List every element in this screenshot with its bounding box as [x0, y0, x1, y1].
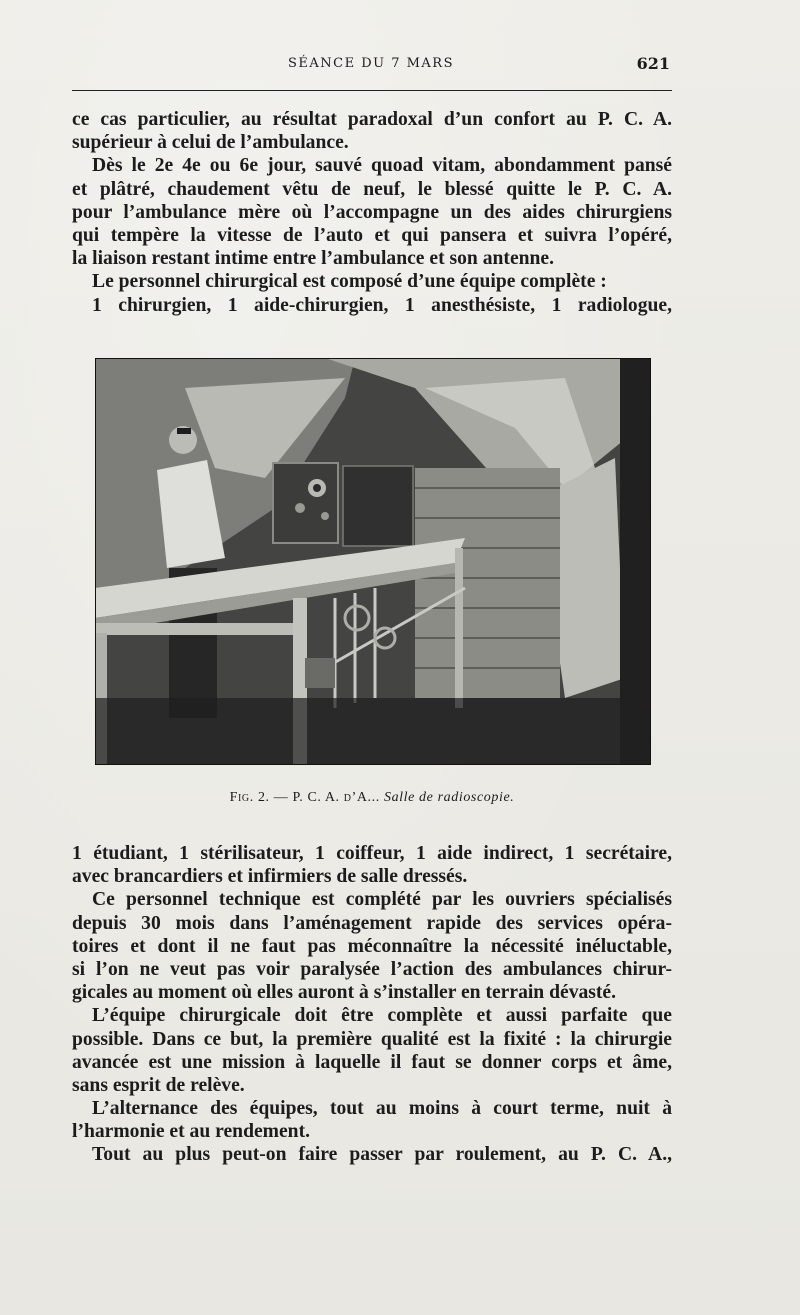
text-line: L’alternance des équipes, tout au moins à court terme, nuit à [92, 1098, 672, 1120]
text-line: gicales au moment où elles auront à s’installer en terrain dévasté. [72, 982, 617, 1004]
text-line: qui tempère la vitesse de l’auto et qui pansera et suivra l’opéré, [72, 224, 672, 246]
running-head [72, 54, 670, 74]
caption-title: Salle de radioscopie. [383, 790, 515, 805]
text-line: avec brancardiers et infirmiers de salle dressés. [72, 866, 468, 888]
text-line: 1 étudiant, 1 stérilisateur, 1 coiffeur, 1 aide indirect, 1 secrétaire, [72, 843, 672, 864]
header-rule [72, 90, 672, 91]
text-line: L’équipe chirurgicale doit être complète et aussi parfaite que [92, 1005, 672, 1027]
text-line: la liaison restant intime entre l’ambulance et son antenne. [72, 248, 555, 270]
page-number: 621 [636, 54, 670, 73]
text-line: et plâtré, chaudement vêtu de neuf, le blessé quitte le P. C. A. [72, 178, 672, 200]
bottom-paragraph [72, 842, 672, 1167]
figure-caption [72, 790, 672, 806]
running-head-title: SÉANCE DU 7 MARS [287, 56, 455, 71]
text-line: Le personnel chirurgical est composé d’une équipe complète : [92, 271, 607, 293]
text-line: Tout au plus peut-on faire passer par roulement, au P. C. A., [92, 1144, 672, 1166]
text-line: Dès le 2e 4e ou 6e jour, sauvé quoad vitam, abondamment pansé [92, 155, 672, 177]
text-line: depuis 30 mois dans l’aménagement rapide des services opéra- [72, 912, 672, 934]
text-line: sans esprit de relève. [72, 1074, 245, 1096]
text-line: 1 chirurgien, 1 aide-chirurgien, 1 anesthésiste, 1 radiologue, [92, 294, 672, 316]
text-line: si l’on ne veut pas voir paralysée l’action des ambulances chirur- [72, 958, 672, 980]
caption-label: Fig. 2. — P. C. A. d’A... [229, 790, 380, 805]
text-line: ce cas particulier, au résultat paradoxal d’un confort au P. C. A. [72, 109, 672, 130]
text-line: pour l’ambulance mère où l’accompagne un des aides chirurgiens [72, 201, 672, 223]
top-paragraph [72, 108, 672, 317]
text-line: Ce personnel technique est complété par les ouvriers spécialisés [92, 889, 672, 911]
text-line: possible. Dans ce but, la première qualité est la fixité : la chirurgie [72, 1028, 672, 1050]
text-line: avancée est une mission à laquelle il faut se donner corps et âme, [72, 1051, 672, 1073]
text-line: toires et dont il ne faut pas méconnaître la nécessité inéluctable, [72, 935, 672, 957]
text-line: supérieur à celui de l’ambulance. [72, 132, 349, 154]
text-line: l’harmonie et au rendement. [72, 1121, 310, 1143]
radioscopy-photograph [95, 358, 651, 765]
